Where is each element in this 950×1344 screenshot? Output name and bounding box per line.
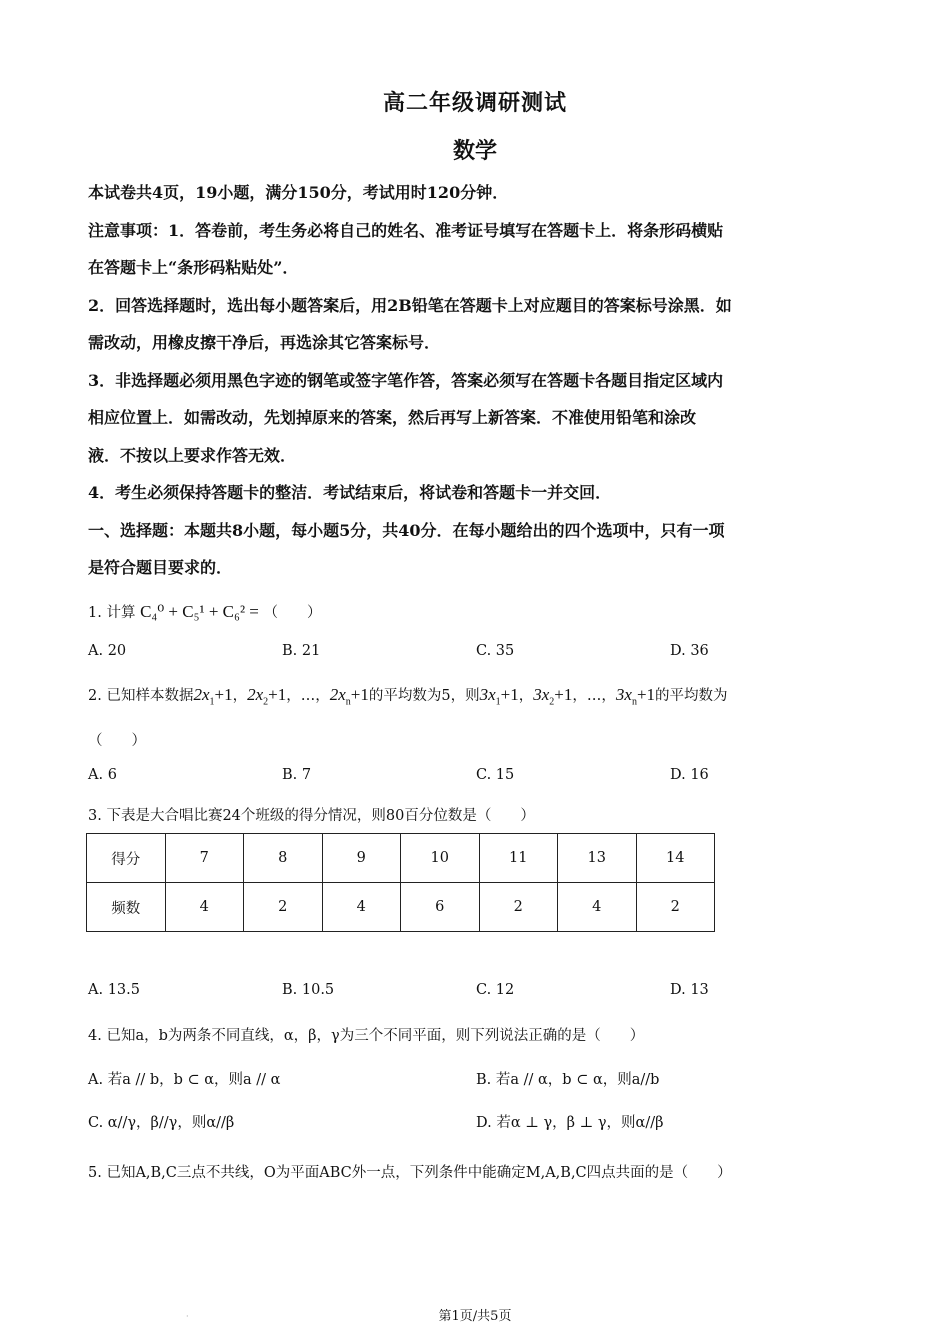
option-d: D. 16 <box>670 767 709 783</box>
intro-line: 在答题卡上“条形码粘贴处”． <box>88 258 299 277</box>
question-2-text: 的平均数为 <box>655 688 728 704</box>
table-cell: 13 <box>558 834 637 883</box>
intro-line: 4．考生必须保持答题卡的整洁．考试结束后，将试卷和答题卡一并交回． <box>88 483 612 502</box>
exam-title: 高二年级调研测试 <box>382 90 567 116</box>
table-header-cell: 得分 <box>87 834 166 883</box>
table-cell: 9 <box>322 834 401 883</box>
table-cell: 14 <box>636 834 715 883</box>
table-cell: 11 <box>479 834 558 883</box>
option-c: C. 15 <box>476 767 515 783</box>
question-1-paren: （ ） <box>263 605 322 621</box>
intro-line: 液．不按以上要求作答无效． <box>88 446 297 465</box>
intro-line: 本试卷共4页，19小题，满分150分，考试用时120分钟． <box>88 183 509 202</box>
intro-line: 需改动，用橡皮擦干净后，再选涂其它答案标号． <box>88 333 441 352</box>
option-a: A. 若a // b，b ⊂ α，则a // α <box>88 1072 281 1088</box>
intro-line: 2．回答选择题时，选出每小题答案后，用2B铅笔在答题卡上对应题目的答案标号涂黑．如 <box>88 296 732 315</box>
exam-subject: 数学 <box>452 138 497 164</box>
option-d: D. 36 <box>670 643 709 659</box>
question-1-prefix: 1. 计算 <box>88 605 136 621</box>
option-c: C. 12 <box>476 982 515 998</box>
option-a: A. 13.5 <box>88 982 140 998</box>
table-cell: 8 <box>244 834 323 883</box>
table-header-cell: 频数 <box>87 883 166 932</box>
question-2: 2. 已知样本数据$2x_1+1$，$2x_2+1$，…，$2x_n+1$的平均数为5，则$3x_1+1$，$3x_2+1$，…，$3x_n+1$的平均数为 <box>88 685 728 708</box>
question-3: 3. 下表是大合唱比赛24个班级的得分情况，则80百分位数是（ ） <box>88 808 535 824</box>
table-cell: 2 <box>636 883 715 932</box>
option-b: B. 21 <box>282 643 321 659</box>
section-heading: 是符合题目要求的． <box>88 558 233 577</box>
option-a: A. 6 <box>88 767 117 783</box>
question-2-paren: （ ） <box>88 733 146 749</box>
section-heading: 一、选择题：本题共8小题，每小题5分，共40分．在每小题给出的四个选项中，只有一项 <box>88 521 725 540</box>
question-1 <box>88 601 878 622</box>
question-4: 4. 已知a，b为两条不同直线，α，β，γ为三个不同平面，则下列说法正确的是（ ） <box>88 1028 645 1044</box>
option-b: B. 若a // α，b ⊂ α，则a//b <box>476 1072 660 1088</box>
option-d: D. 13 <box>670 982 709 998</box>
page-number: 第1页/共5页 <box>438 1309 512 1324</box>
option-b: B. 7 <box>282 767 312 783</box>
option-c: C. 35 <box>476 643 515 659</box>
option-b: B. 10.5 <box>282 982 335 998</box>
table-cell: 2 <box>244 883 323 932</box>
option-a: A. 20 <box>88 643 127 659</box>
scan-dot: · <box>186 1312 189 1321</box>
table-cell: 2 <box>479 883 558 932</box>
table-row <box>87 883 715 932</box>
intro-line: 相应位置上．如需改动，先划掉原来的答案，然后再写上新答案．不准使用铅笔和涂改 <box>88 408 697 427</box>
table-cell: 4 <box>558 883 637 932</box>
question-2-text: 的平均数为5，则 <box>368 688 480 704</box>
table-row <box>87 834 715 883</box>
table-cell: 4 <box>322 883 401 932</box>
table-cell: 6 <box>401 883 480 932</box>
question-2-text: 2. 已知样本数据 <box>88 688 194 704</box>
option-d: D. 若α ⊥ γ，β ⊥ γ，则α//β <box>476 1115 664 1131</box>
intro-line: 注意事项：1．答卷前，考生务必将自己的姓名、准考证号填写在答题卡上．将条形码横贴 <box>88 221 724 240</box>
table-cell: 10 <box>401 834 480 883</box>
intro-line: 3．非选择题必须用黑色字迹的钢笔或签字笔作答，答案必须写在答题卡各题目指定区域内 <box>88 371 724 390</box>
question-1-formula: C₄⁰ + C₅¹ + C₆² = <box>140 602 259 621</box>
option-c: C. α//γ，β//γ，则α//β <box>88 1115 235 1131</box>
question-5: 5. 已知A,B,C三点不共线，O为平面ABC外一点，下列条件中能确定M,A,B,C四点共面的是（ ） <box>88 1165 732 1181</box>
table-cell: 4 <box>165 883 244 932</box>
table-cell: 7 <box>165 834 244 883</box>
score-table <box>86 833 715 932</box>
